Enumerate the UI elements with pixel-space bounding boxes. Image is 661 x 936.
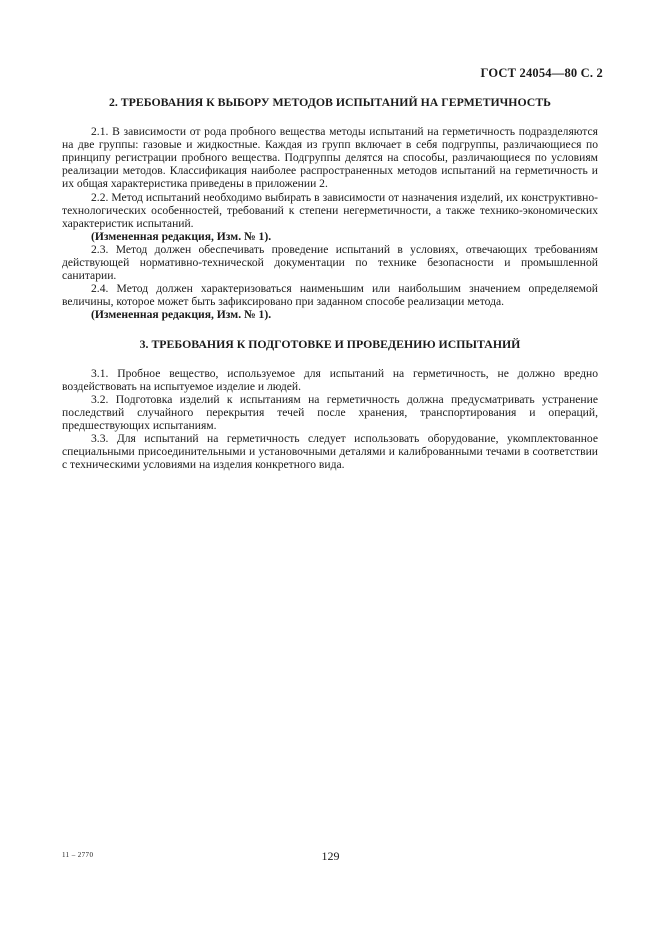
document-reference: ГОСТ 24054—80 С. 2 xyxy=(480,66,603,80)
paragraph-2-2: 2.2. Метод испытаний необходимо выбирать в зависимости от назначения изделий, их конструктивно-технологических особенностей, требований к степени негерметичности, а также технико-экономических характеристик испытаний. xyxy=(62,190,598,230)
paragraph-3-2: 3.2. Подготовка изделий к испытаниям на герметичность должна предусматривать устранение последствий случайного перекрытия течей после хранения, транспортирования и операций, предшествующих испытаниям. xyxy=(62,392,598,432)
section-2-title: 2. ТРЕБОВАНИЯ К ВЫБОРУ МЕТОДОВ ИСПЫТАНИЙ НА ГЕРМЕТИЧНОСТЬ xyxy=(108,95,551,109)
section-3-title: 3. ТРЕБОВАНИЯ К ПОДГОТОВКЕ И ПРОВЕДЕНИЮ ИСПЫТАНИЙ xyxy=(139,336,521,351)
paragraph-3-3: 3.3. Для испытаний на герметичность следует использовать оборудование, укомплектованное специальными присоединительными и установочными деталями и калиброванными течами в соответствии с техническими условиями на изделия конкретного вида. xyxy=(62,432,598,472)
print-order-code: 11 – 2770 xyxy=(62,851,94,859)
paragraph-2-3: 2.3. Метод должен обеспечивать проведение испытаний в условиях, отвечающих требованиям действующей нормативно-технической документации по технике безопасности и промышленной санитарии. xyxy=(62,242,598,283)
paragraph-2-4: 2.4. Метод должен характеризоваться наименьшим или наибольшим значением определяемой величины, которое может быть зафиксировано при заданном способе реализации метода. xyxy=(62,282,598,309)
paragraph-2-1: 2.1. В зависимости от рода пробного вещества методы испытаний на герметичность подразделяются на две группы: газовые и жидкостные. Каждая из групп включает в себя подгруппы, различающиеся по принципу регистрации пробного вещества. Подгруппы делятся на способы, различающиеся по условиям реализации методов. Классификация наиболее распространенных методов испытаний на герметичность и их общая характеристика приведены в приложении 2. xyxy=(62,125,598,191)
paragraph-3-1: 3.1. Пробное вещество, используемое для испытаний на герметичность, не должно вредно воздействовать на испытуемое изделие и людей. xyxy=(62,366,598,393)
page-number: 129 xyxy=(321,849,340,863)
page-content xyxy=(62,96,598,471)
amendment-note: (Измененная редакция, Изм. № 1). xyxy=(91,229,272,243)
amendment-note: (Измененная редакция, Изм. № 1). xyxy=(91,308,272,322)
